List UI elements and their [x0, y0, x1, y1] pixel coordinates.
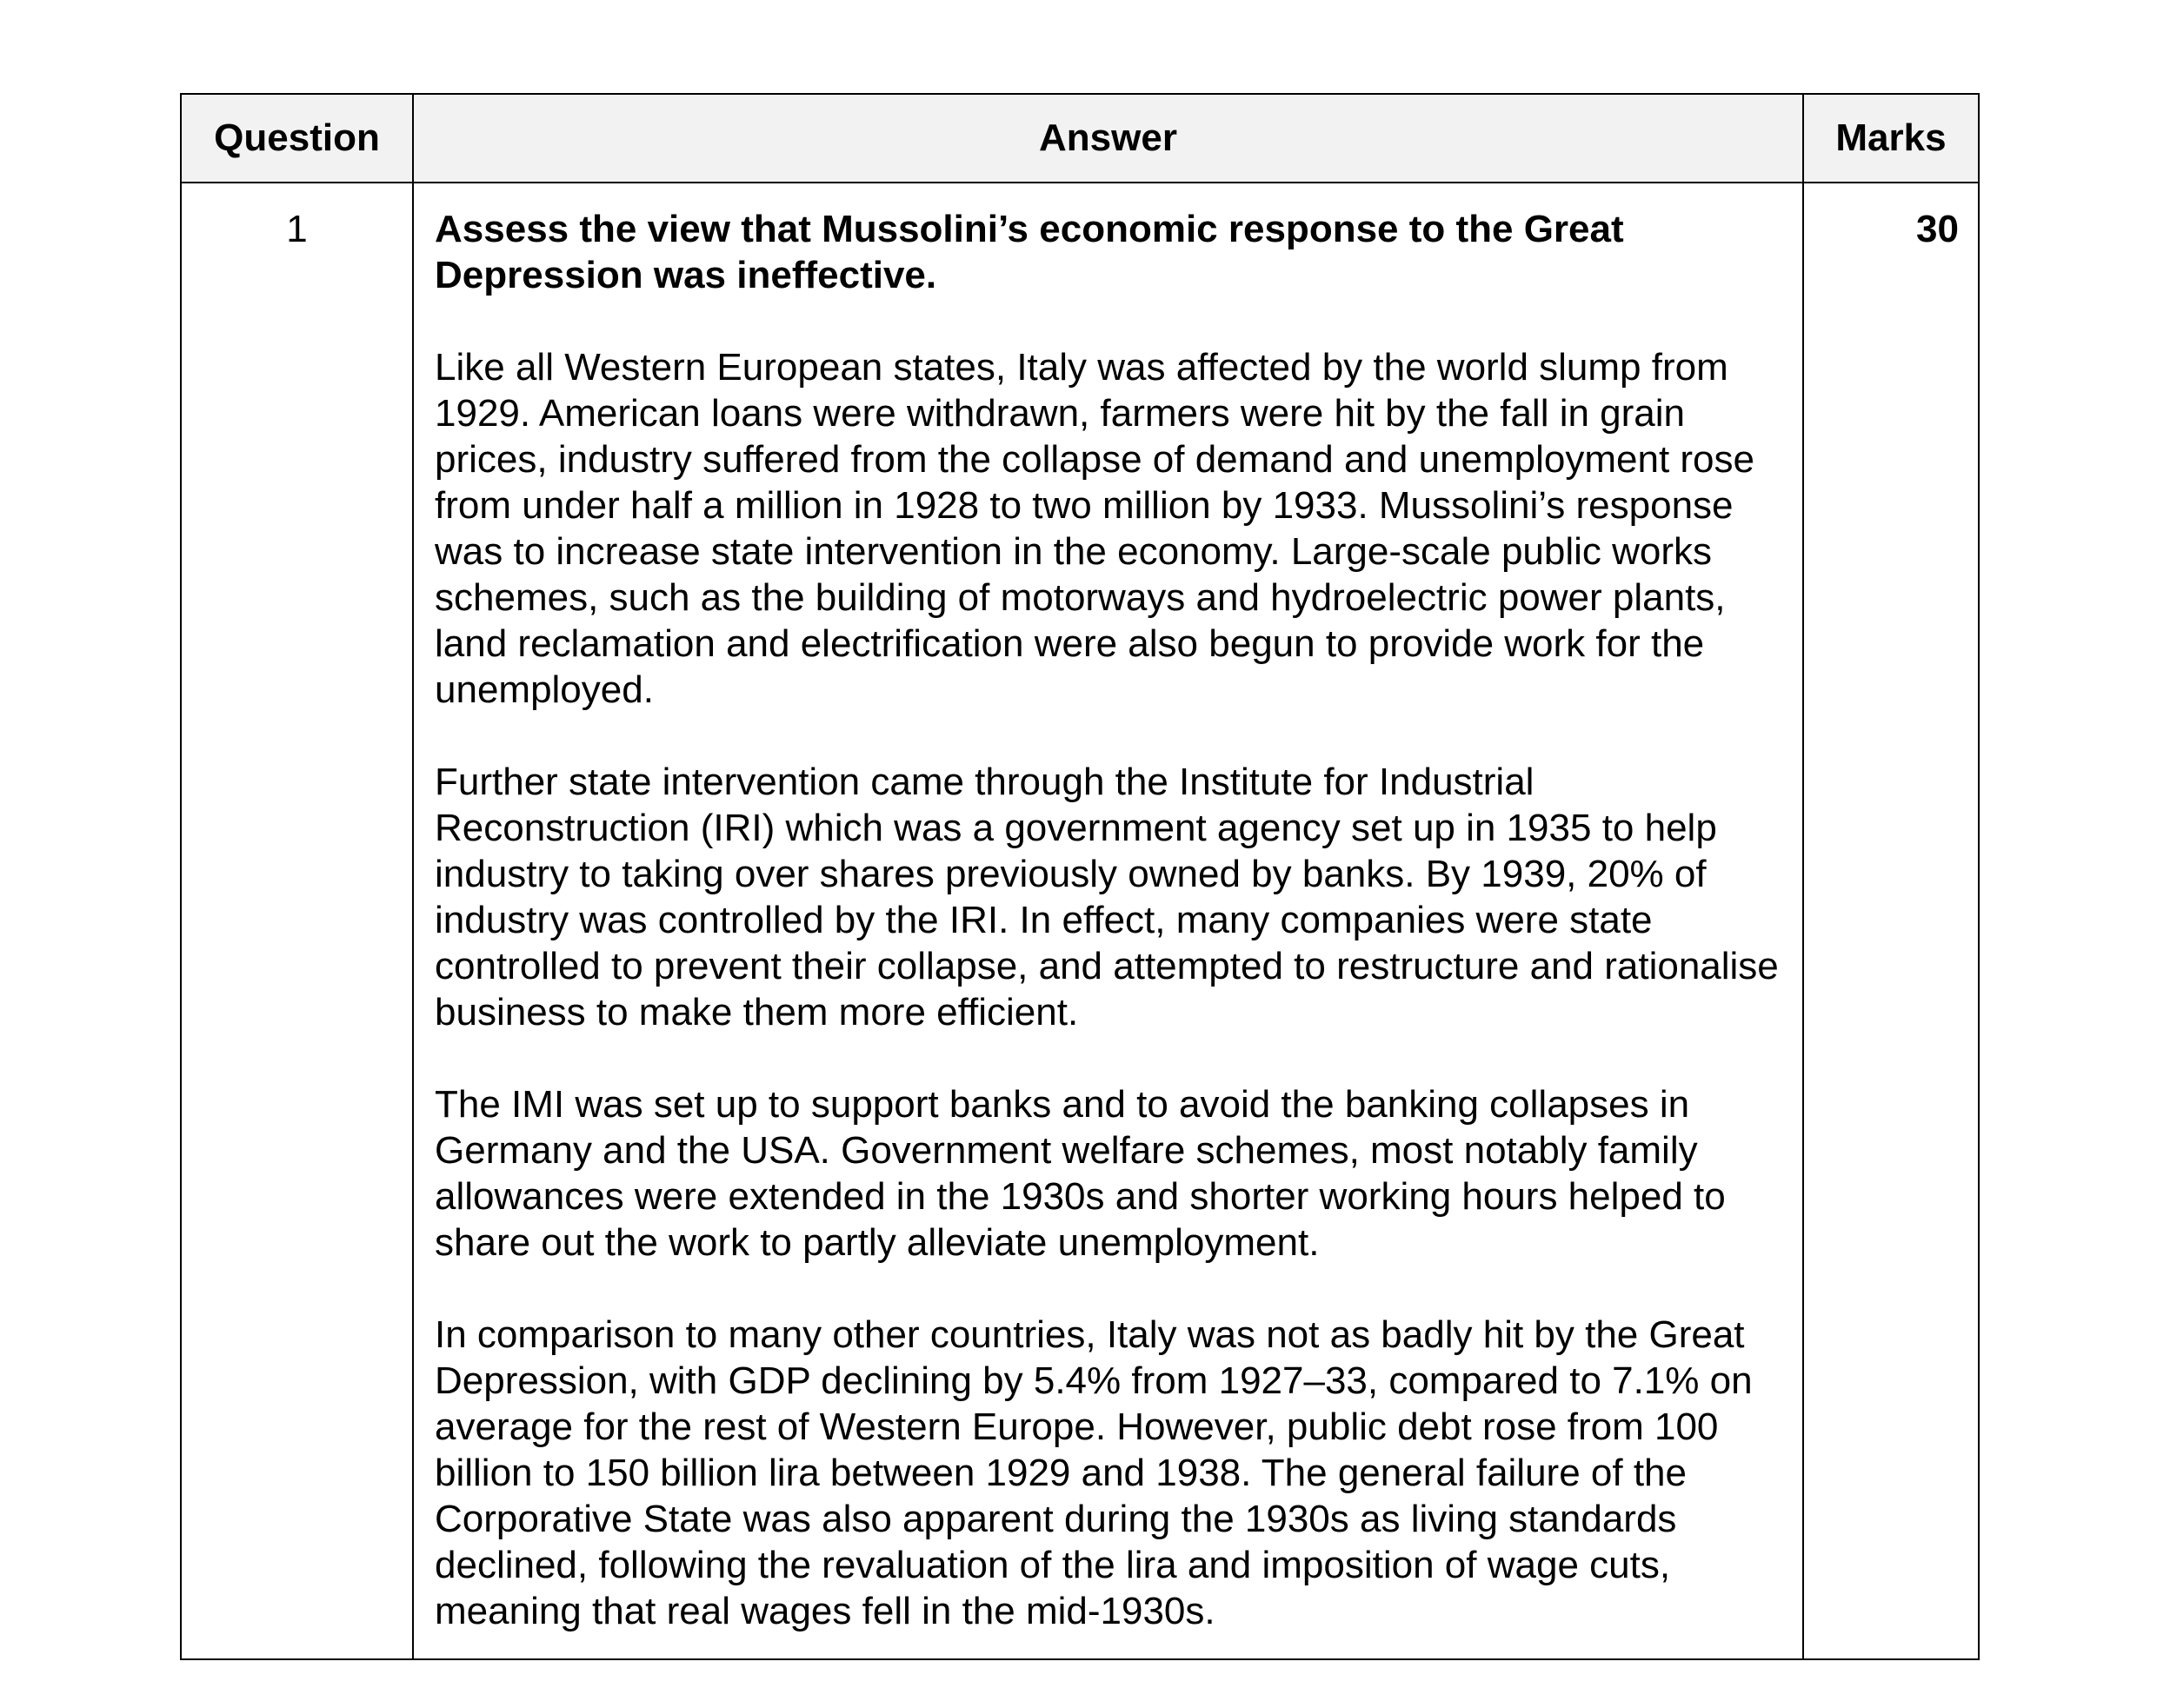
header-answer: Answer — [413, 94, 1803, 183]
mark-scheme-table — [180, 93, 1980, 1660]
question-number: 1 — [181, 183, 413, 1659]
answer-paragraph-4: In comparison to many other countries, Italy was not as badly hit by the Great Depression, with GDP declining by 5.4% from 1927–33, compared to 7.1% on average for the rest of Western Europe. However, public debt rose from 100 billion to 150 billion lira between 1929 and 1938. The general failure of the Corporative State was also apparent during the 1930s as living standards declined, following the revaluation of the lira and imposition of wage cuts, meaning that real wages fell in the mid-1930s. — [435, 1313, 1753, 1632]
answer-paragraph-2: Further state intervention came through the Institute for Industrial Reconstruction (IRI) which was a government agency set up in 1935 to help industry to taking over shares previously owned by banks. By 1939, 20% of industry was controlled by the IRI. In effect, many companies were state controlled to prevent their collapse, and attempted to restructure and rationalise business to make them more efficient. — [435, 761, 1779, 1033]
answer-paragraph-1: Like all Western European states, Italy was affected by the world slump from 1929. American loans were withdrawn, farmers were hit by the fall in grain prices, industry suffered from the collapse of demand and unemployment rose from under half a million in 1928 to two million by 1933. Mussolini’s response was to increase state intervention in the economy. Large-scale public works schemes, such as the building of motorways and hydroelectric power plants, land reclamation and electrification were also begun to provide work for the unemployed. — [435, 346, 1754, 711]
header-question: Question — [181, 94, 413, 183]
table-body — [181, 183, 1979, 1659]
header-marks: Marks — [1803, 94, 1979, 183]
table-row — [181, 183, 1979, 1659]
question-prompt: Assess the view that Mussolini’s economic response to the Great Depression was ineffective. — [435, 208, 1624, 296]
header-row — [181, 94, 1979, 183]
answer-paragraph-3: The IMI was set up to support banks and to avoid the banking collapses in Germany and the USA. Government welfare schemes, most notably family allowances were extended in the 1930s and shorter working hours helped to share out the work to partly alleviate unemployment. — [435, 1083, 1726, 1264]
marks-value: 30 — [1803, 183, 1979, 1659]
answer-cell — [413, 183, 1803, 1659]
table-header — [181, 94, 1979, 183]
